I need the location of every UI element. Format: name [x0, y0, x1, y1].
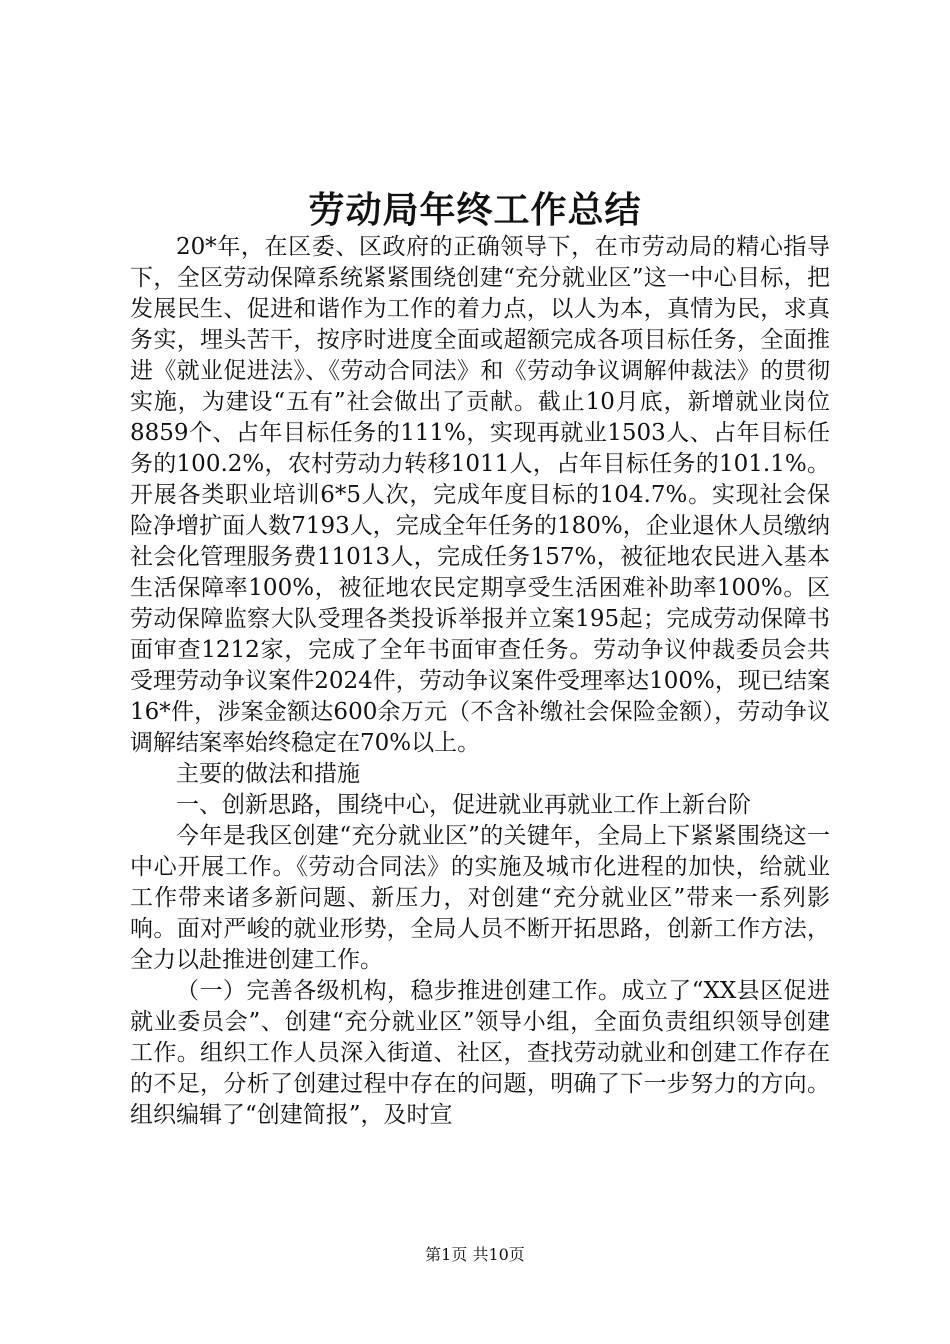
page-footer: 第1页 共10页: [425, 1245, 525, 1264]
document-body: [130, 232, 830, 1131]
document-title: 劳动局年终工作总结: [308, 189, 642, 231]
section-heading-main-measures: 主要的做法和措施: [176, 761, 360, 787]
paragraph-institutions: （一）完善各级机构，稳步推进创建工作。成立了“XX县区促进就业委员会”、创建“充分就业区”领导小组，全面负责组织领导创建工作。组织工作人员深入街道、社区，查找劳动就业和创建工作存在的不足，分析了创建过程中存在的问题，明确了下一步努力的方向。组织编辑了“创建简报”，及时宣: [130, 978, 830, 1128]
section-heading-employment: 一、创新思路，围绕中心，促进就业再就业工作上新台阶: [176, 792, 751, 818]
paragraph-employment-intro: 今年是我区创建“充分就业区”的关键年，全局上下紧紧围绕这一中心开展工作。《劳动合同法》的实施及城市化进程的加快，给就业工作带来诸多新问题、新压力，对创建“充分就业区”带来一系列影响。面对严峻的就业形势，全局人员不断开拓思路，创新工作方法，全力以赴推进创建工作。: [130, 823, 830, 973]
paragraph-summary: 20*年，在区委、区政府的正确领导下，在市劳动局的精心指导下，全区劳动保障系统紧紧围绕创建“充分就业区”这一中心目标，把发展民生、促进和谐作为工作的着力点，以人为本，真情为民，求真务实，埋头苦干，按序时进度全面或超额完成各项目标任务，全面推进《就业促进法》、《劳动合同法》和《劳动争议调解仲裁法》的贯彻实施，为建设“五有”社会做出了贡献。截止10月底，新增就业岗位8859个、占年目标任务的111%，实现再就业1503人、占年目标任务的100.2%，农村劳动力转移1011人，占年目标任务的101.1%。开展各类职业培训6*5人次，完成年度目标的104.7%。实现社会保险净增扩面人数7193人，完成全年任务的180%，企业退休人员缴纳社会化管理服务费11013人，完成任务157%，被征地农民进入基本生活保障率100%，被征地农民定期享受生活困难补助率100%。区劳动保障监察大队受理各类投诉举报并立案195起；完成劳动保障书面审查1212家，完成了全年书面审查任务。劳动争议仲裁委员会共受理劳动争议案件2024件，劳动争议案件受理率达100%，现已结案16*件，涉案金额达600余万元（不含补缴社会保险金额），劳动争议调解结案率始终稳定在70%以上。: [130, 234, 830, 756]
